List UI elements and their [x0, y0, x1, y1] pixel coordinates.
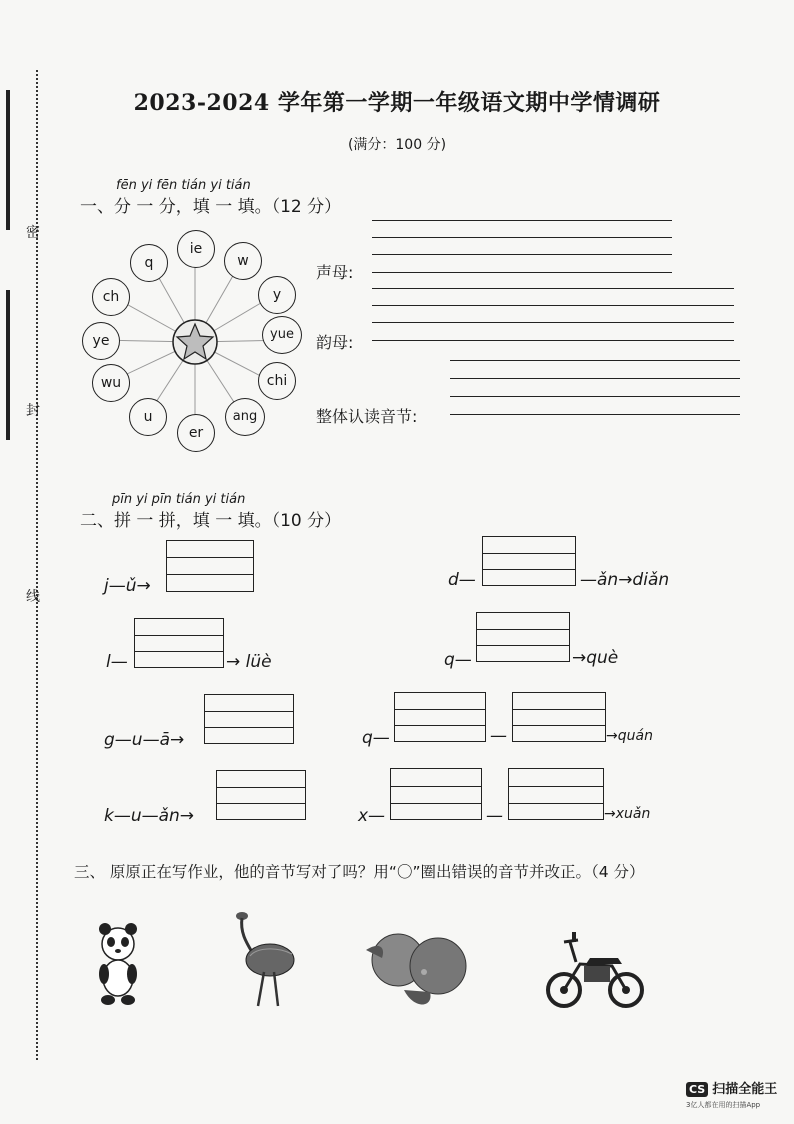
exercise-ju-left: j—ǔ→: [104, 576, 151, 596]
pinyin-answer-box[interactable]: [216, 770, 306, 820]
section1-pinyin: fēn yi fēn tián yi tián: [116, 178, 251, 193]
answer-line-yunmu[interactable]: [372, 340, 734, 341]
answer-line-yunmu[interactable]: [372, 288, 734, 289]
binding-dotted-line: [36, 70, 38, 1060]
syllable-bubble-ch: ch: [92, 278, 130, 316]
pinyin-answer-box[interactable]: [512, 692, 606, 742]
exercise-quan-right: →quán: [606, 728, 653, 744]
answer-line-zhengti[interactable]: [450, 396, 740, 397]
scanner-tagline: 3亿人都在用的扫描App: [686, 1101, 761, 1109]
cs-logo-icon: CS: [686, 1082, 708, 1097]
answer-line-shengmu[interactable]: [372, 237, 672, 238]
syllable-bubble-ie: ie: [177, 230, 215, 268]
exercise-que-left: q—: [444, 650, 472, 670]
answer-line-shengmu[interactable]: [372, 272, 672, 273]
exercise-quan-mid: —: [490, 726, 507, 746]
syllable-bubble-w: w: [224, 242, 262, 280]
pinyin-answer-box[interactable]: [204, 694, 294, 744]
answer-line-zhengti[interactable]: [450, 360, 740, 361]
syllable-bubble-ye: ye: [82, 322, 120, 360]
answer-line-shengmu[interactable]: [372, 220, 672, 221]
exercise-que-right: →què: [572, 648, 619, 668]
binding-label-xian: 线: [26, 589, 40, 605]
exercise-quan-left: q—: [362, 728, 390, 748]
syllable-bubble-u: u: [129, 398, 167, 436]
exercise-xuan-right: →xuǎn: [604, 806, 651, 822]
syllable-bubble-q: q: [130, 244, 168, 282]
full-score: (满分：100 分): [347, 137, 447, 153]
page-title: 2023-2024 学年第一学期一年级语文期中学情调研: [133, 90, 661, 116]
exercise-xuan-mid: —: [486, 806, 503, 826]
pinyin-answer-box[interactable]: [482, 536, 576, 586]
section3-heading: 三、 原原正在写作业，他的音节写对了吗？用“〇”圈出错误的音节并改正。（4 分）: [74, 863, 645, 881]
pinyin-answer-box[interactable]: [390, 768, 482, 820]
pinyin-answer-box[interactable]: [508, 768, 604, 820]
label-zhengti-rendu: 整体认读音节:: [316, 407, 418, 426]
exercise-xuan-left: x—: [358, 806, 386, 826]
panda-picture: [96, 920, 140, 1010]
syllable-bubble-ang: ang: [225, 398, 265, 436]
answer-line-yunmu[interactable]: [372, 322, 734, 323]
answer-line-shengmu[interactable]: [372, 254, 672, 255]
syllable-bubble-yue: yue: [262, 316, 302, 354]
pinyin-answer-box[interactable]: [134, 618, 224, 668]
exercise-lue-right: → lüè: [226, 652, 272, 672]
pinyin-answer-box[interactable]: [166, 540, 254, 592]
syllable-bubble-wu: wu: [92, 364, 130, 402]
exercise-dian-right: —ǎn→diǎn: [580, 570, 670, 590]
exercise-lue-left: l—: [106, 652, 128, 672]
answer-line-yunmu[interactable]: [372, 305, 734, 306]
syllable-bubble-chi: chi: [258, 362, 296, 400]
pinyin-answer-box[interactable]: [394, 692, 486, 742]
section1-heading: 一、分 一 分，填 一 填。（12 分）: [80, 197, 342, 217]
binding-label-feng: 封: [26, 403, 40, 419]
exercise-kuan-left: k—u—ǎn→: [104, 806, 195, 826]
oranges-picture: [364, 928, 474, 1014]
section2-pinyin: pīn yi pīn tián yi tián: [112, 492, 246, 507]
syllable-bubble-er: er: [177, 414, 215, 452]
exercise-dian-left: d—: [448, 570, 476, 590]
binding-label-mi: 密: [26, 225, 40, 241]
ostrich-picture: [232, 908, 298, 1012]
answer-line-zhengti[interactable]: [450, 414, 740, 415]
answer-line-zhengti[interactable]: [450, 378, 740, 379]
scanner-watermark: [686, 1078, 777, 1097]
scanner-brand: 扫描全能王: [712, 1082, 778, 1097]
scan-edge-mark: [6, 290, 10, 440]
label-shengmu: 声母:: [316, 263, 354, 282]
motorcycle-picture: [546, 928, 646, 1012]
section2-heading: 二、拼 一 拼，填 一 填。（10 分）: [80, 511, 342, 531]
exercise-gua-left: g—u—ā→: [104, 730, 185, 750]
label-yunmu: 韵母:: [316, 333, 354, 352]
pinyin-answer-box[interactable]: [476, 612, 570, 662]
syllable-bubble-y: y: [258, 276, 296, 314]
